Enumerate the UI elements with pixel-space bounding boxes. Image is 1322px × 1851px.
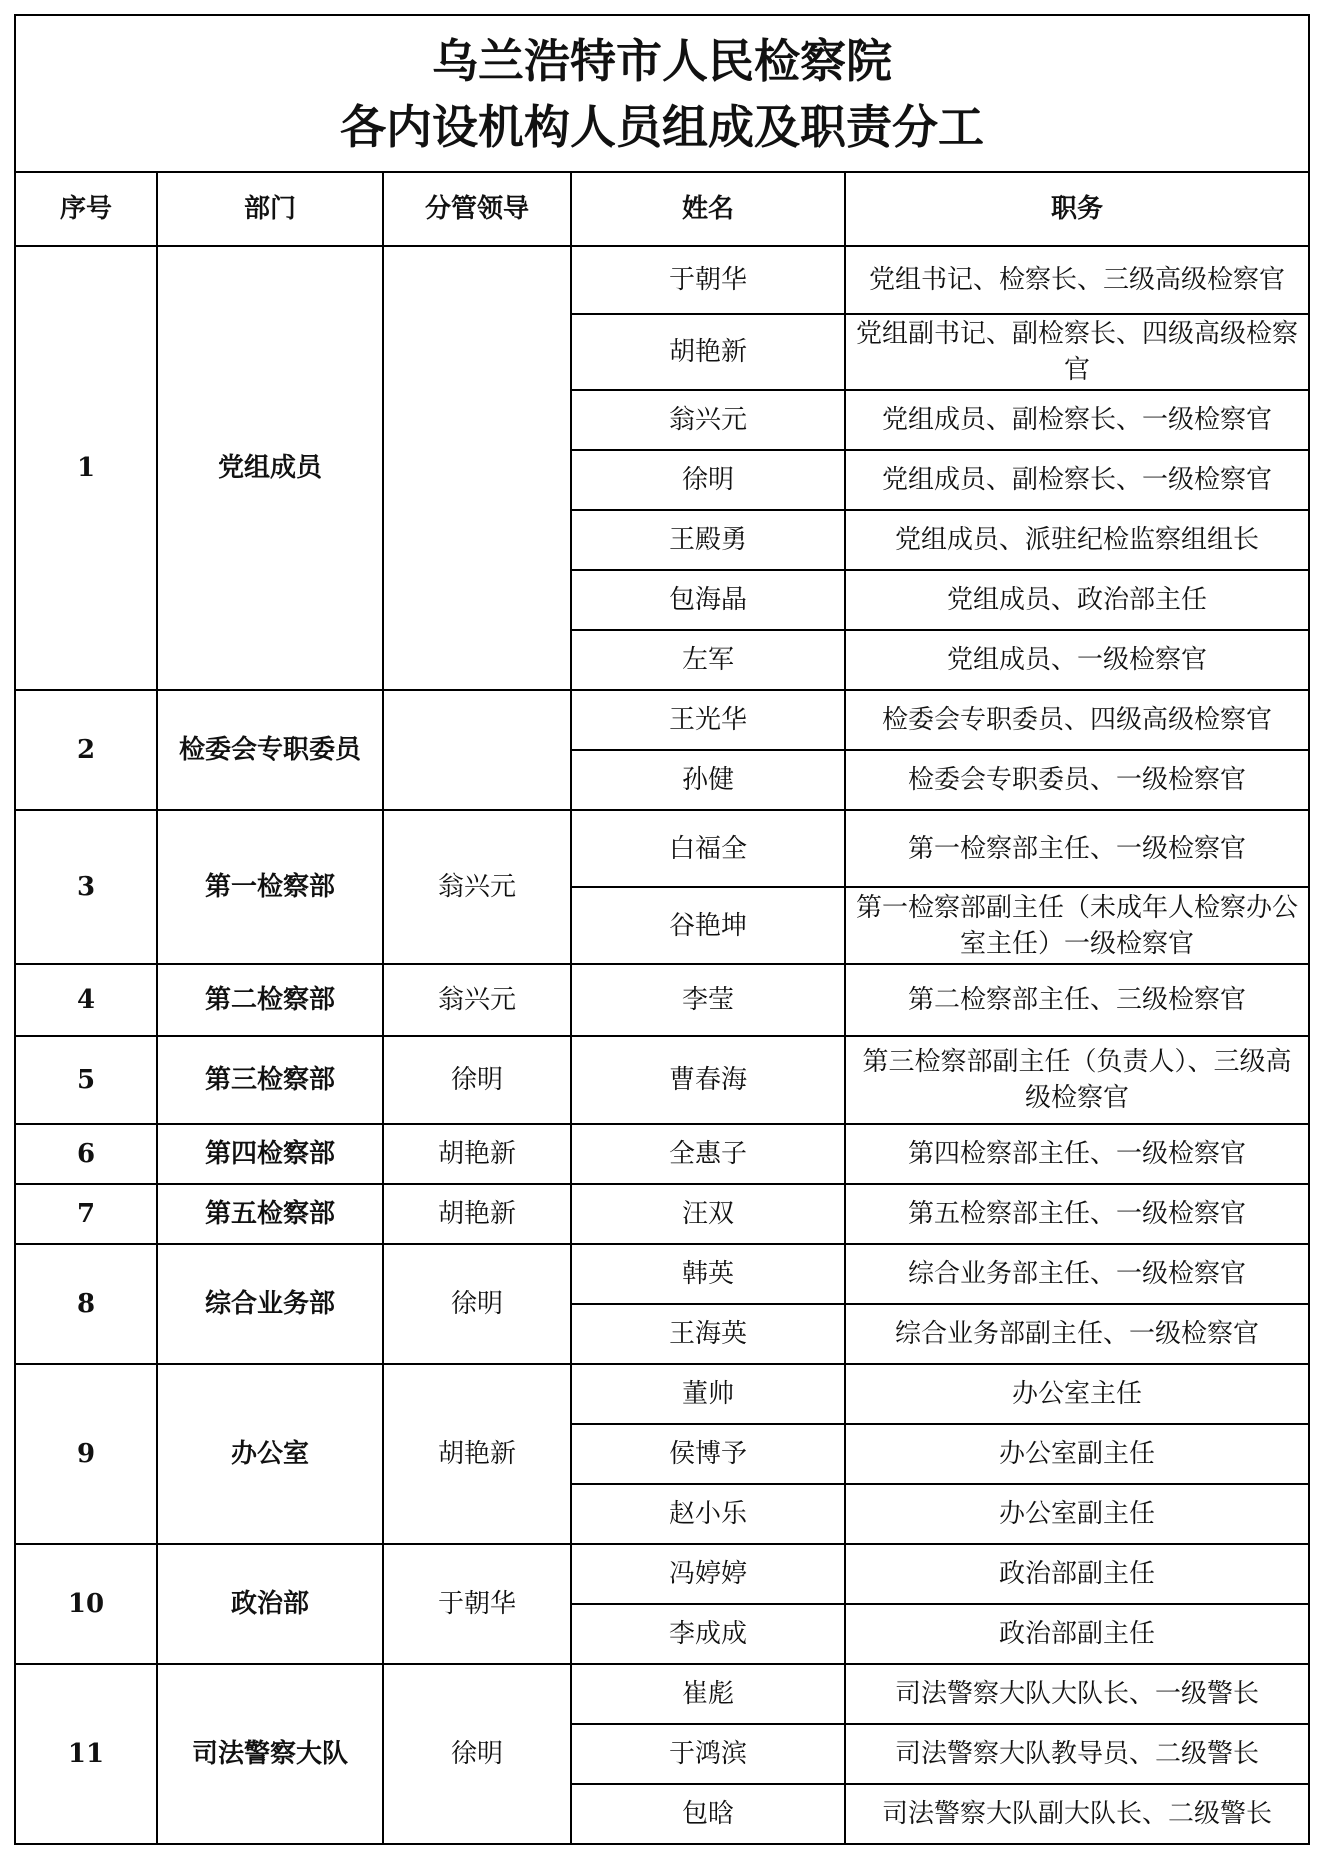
personnel-table [14, 14, 1310, 1845]
header-name: 姓名 [571, 172, 845, 246]
name-cell: 王海英 [571, 1304, 845, 1364]
leader-cell: 胡艳新 [383, 1184, 571, 1244]
duty-cell: 综合业务部主任、一级检察官 [845, 1244, 1309, 1304]
row-index: 10 [15, 1544, 157, 1664]
duty-cell: 第五检察部主任、一级检察官 [845, 1184, 1309, 1244]
duty-cell: 司法警察大队教导员、二级警长 [845, 1724, 1309, 1784]
duty-cell: 政治部副主任 [845, 1544, 1309, 1604]
department-cell: 第二检察部 [157, 964, 383, 1036]
duty-cell: 第四检察部主任、一级检察官 [845, 1124, 1309, 1184]
name-cell: 李成成 [571, 1604, 845, 1664]
leader-cell: 胡艳新 [383, 1364, 571, 1544]
name-cell: 李莹 [571, 964, 845, 1036]
row-index: 8 [15, 1244, 157, 1364]
leader-cell [383, 690, 571, 810]
title-line-2: 各内设机构人员组成及职责分工 [340, 99, 984, 154]
leader-cell: 翁兴元 [383, 964, 571, 1036]
leader-cell: 翁兴元 [383, 810, 571, 964]
row-index: 5 [15, 1036, 157, 1124]
row-index: 3 [15, 810, 157, 964]
header-duty: 职务 [845, 172, 1309, 246]
table-row [15, 1124, 1309, 1184]
row-index: 9 [15, 1364, 157, 1544]
table-row [15, 1664, 1309, 1724]
name-cell: 白福全 [571, 810, 845, 887]
row-index: 4 [15, 964, 157, 1036]
duty-cell: 第一检察部主任、一级检察官 [845, 810, 1309, 887]
duty-cell: 办公室主任 [845, 1364, 1309, 1424]
name-cell: 韩英 [571, 1244, 845, 1304]
table-row [15, 246, 1309, 314]
name-cell: 曹春海 [571, 1036, 845, 1124]
document-title [15, 15, 1309, 172]
duty-cell: 党组成员、派驻纪检监察组组长 [845, 510, 1309, 570]
table-row [15, 1364, 1309, 1424]
duty-cell: 办公室副主任 [845, 1484, 1309, 1544]
header-row [15, 172, 1309, 246]
header-leader: 分管领导 [383, 172, 571, 246]
name-cell: 王殿勇 [571, 510, 845, 570]
duty-cell: 第三检察部副主任（负责人）、三级高级检察官 [845, 1036, 1309, 1124]
name-cell: 胡艳新 [571, 314, 845, 390]
name-cell: 汪双 [571, 1184, 845, 1244]
duty-cell: 第一检察部副主任（未成年人检察办公室主任）一级检察官 [845, 887, 1309, 964]
name-cell: 于鸿滨 [571, 1724, 845, 1784]
department-cell: 党组成员 [157, 246, 383, 690]
duty-cell: 综合业务部副主任、一级检察官 [845, 1304, 1309, 1364]
name-cell: 于朝华 [571, 246, 845, 314]
duty-cell: 检委会专职委员、一级检察官 [845, 750, 1309, 810]
table-row [15, 1036, 1309, 1124]
duty-cell: 司法警察大队副大队长、二级警长 [845, 1784, 1309, 1844]
table-row [15, 690, 1309, 750]
duty-cell: 党组书记、检察长、三级高级检察官 [845, 246, 1309, 314]
department-cell: 综合业务部 [157, 1244, 383, 1364]
table-row [15, 1244, 1309, 1304]
table-row [15, 1544, 1309, 1604]
name-cell: 谷艳坤 [571, 887, 845, 964]
name-cell: 侯博予 [571, 1424, 845, 1484]
name-cell: 冯婷婷 [571, 1544, 845, 1604]
table-row [15, 1184, 1309, 1244]
department-cell: 检委会专职委员 [157, 690, 383, 810]
duty-cell: 检委会专职委员、四级高级检察官 [845, 690, 1309, 750]
name-cell: 王光华 [571, 690, 845, 750]
department-cell: 司法警察大队 [157, 1664, 383, 1844]
duty-cell: 办公室副主任 [845, 1424, 1309, 1484]
duty-cell: 党组成员、副检察长、一级检察官 [845, 450, 1309, 510]
duty-cell: 党组成员、一级检察官 [845, 630, 1309, 690]
duty-cell: 党组成员、副检察长、一级检察官 [845, 390, 1309, 450]
row-index: 2 [15, 690, 157, 810]
department-cell: 第三检察部 [157, 1036, 383, 1124]
row-index: 11 [15, 1664, 157, 1844]
leader-cell: 于朝华 [383, 1544, 571, 1664]
name-cell: 包海晶 [571, 570, 845, 630]
name-cell: 徐明 [571, 450, 845, 510]
department-cell: 第五检察部 [157, 1184, 383, 1244]
table-row [15, 810, 1309, 887]
name-cell: 全惠子 [571, 1124, 845, 1184]
title-line-1: 乌兰浩特市人民检察院 [432, 33, 892, 88]
name-cell: 董帅 [571, 1364, 845, 1424]
duty-cell: 司法警察大队大队长、一级警长 [845, 1664, 1309, 1724]
department-cell: 政治部 [157, 1544, 383, 1664]
department-cell: 第一检察部 [157, 810, 383, 964]
name-cell: 左军 [571, 630, 845, 690]
department-cell: 第四检察部 [157, 1124, 383, 1184]
duty-cell: 政治部副主任 [845, 1604, 1309, 1664]
row-index: 7 [15, 1184, 157, 1244]
leader-cell: 徐明 [383, 1036, 571, 1124]
department-cell: 办公室 [157, 1364, 383, 1544]
name-cell: 包晗 [571, 1784, 845, 1844]
leader-cell: 徐明 [383, 1244, 571, 1364]
leader-cell [383, 246, 571, 690]
duty-cell: 第二检察部主任、三级检察官 [845, 964, 1309, 1036]
duty-cell: 党组副书记、副检察长、四级高级检察官 [845, 314, 1309, 390]
name-cell: 崔彪 [571, 1664, 845, 1724]
row-index: 1 [15, 246, 157, 690]
header-department: 部门 [157, 172, 383, 246]
row-index: 6 [15, 1124, 157, 1184]
duty-cell: 党组成员、政治部主任 [845, 570, 1309, 630]
header-index: 序号 [15, 172, 157, 246]
leader-cell: 胡艳新 [383, 1124, 571, 1184]
name-cell: 翁兴元 [571, 390, 845, 450]
leader-cell: 徐明 [383, 1664, 571, 1844]
name-cell: 孙健 [571, 750, 845, 810]
table-row [15, 964, 1309, 1036]
name-cell: 赵小乐 [571, 1484, 845, 1544]
